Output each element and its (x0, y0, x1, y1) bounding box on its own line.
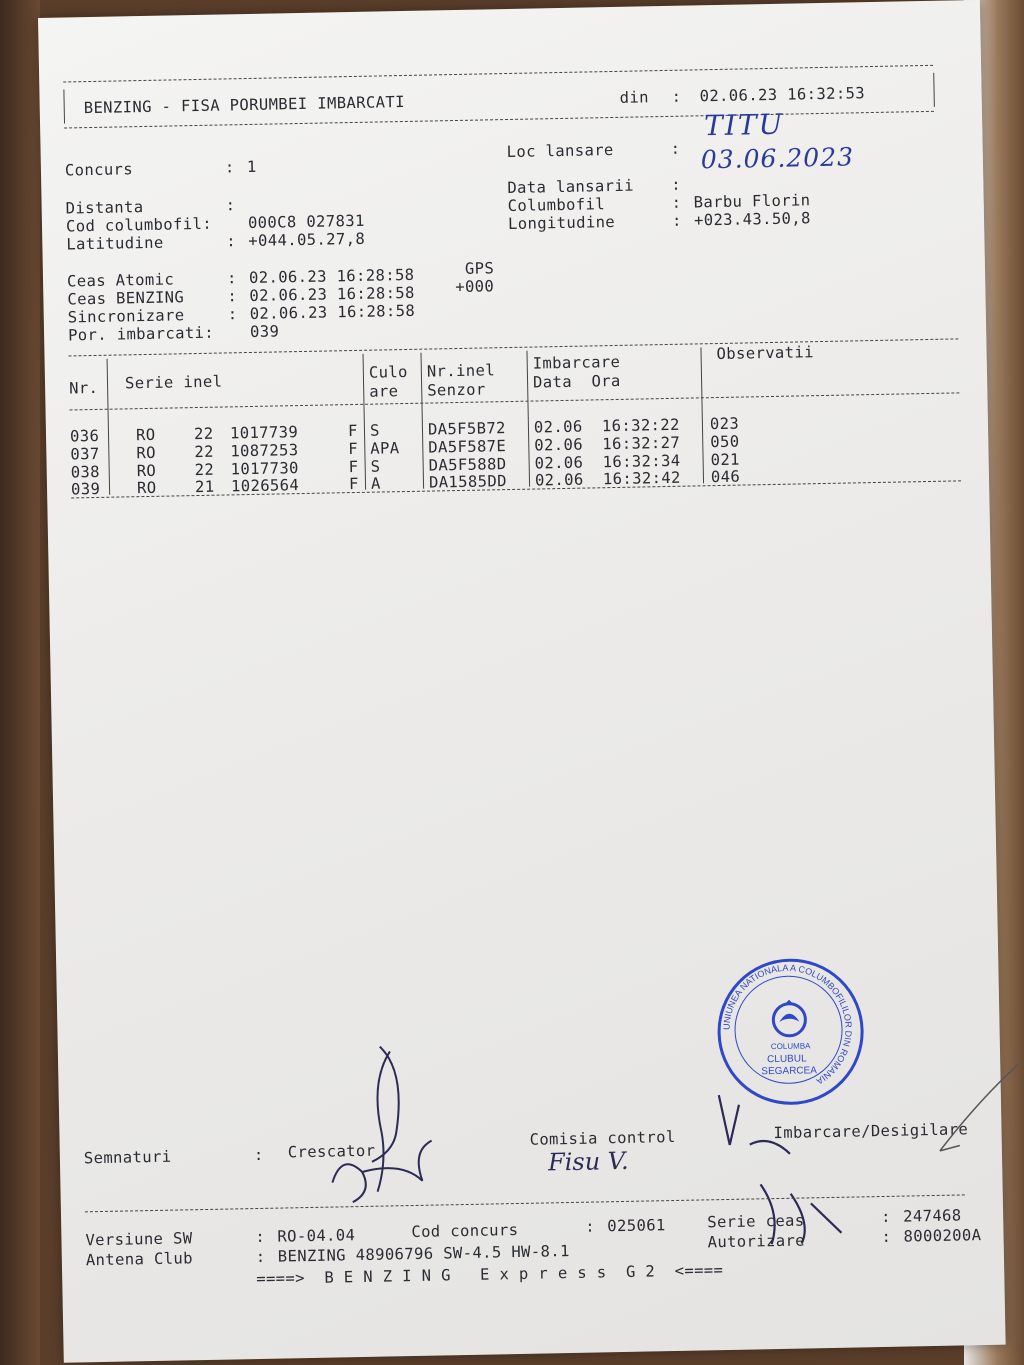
comisia-handwritten-name: Fisu V. (547, 1146, 629, 1177)
row-time: 16:32:34 (602, 451, 681, 472)
concurs-value: 1 (246, 157, 257, 177)
row-observation: 046 (710, 467, 741, 487)
serie-ceas-value: 247468 (902, 1206, 962, 1226)
versiune-sw-sep: : (255, 1227, 266, 1247)
stamp-ring-text (716, 957, 859, 1100)
cod-columbofil-value: 000C8 027831 (247, 211, 365, 233)
row-sex: F (348, 474, 359, 494)
row-time: 16:32:42 (602, 468, 681, 489)
row-nr: 036 (69, 426, 100, 446)
sincronizare-label: Sincronizare (67, 306, 185, 327)
concurs-label: Concurs (64, 160, 134, 180)
row-ring-number: 1017730 (230, 459, 299, 479)
concurs-sep: : (224, 158, 235, 177)
row-nr: 039 (70, 479, 101, 499)
semnaturi-sep: : (253, 1145, 264, 1165)
row-sensor: DA5F587E (428, 437, 507, 457)
header-culoare-1: Culo (368, 362, 408, 382)
row-time: 16:32:22 (601, 415, 680, 436)
data-lansarii-label: Data lansarii (507, 176, 635, 198)
loc-lansare-handwritten: TITU (703, 107, 785, 143)
ceas-benzing-sep: : (227, 287, 238, 306)
row-sensor: DA5F5B72 (427, 419, 506, 439)
ceas-atomic-value: 02.06.23 16:28:58 (248, 265, 415, 287)
versiune-sw-label: Versiune SW (85, 1229, 193, 1250)
header-culoare-2: are (369, 382, 399, 401)
comisia-control-label: Comisia control (529, 1127, 676, 1149)
latitudine-value: +044.05.27,8 (248, 229, 366, 251)
row-country: RO (136, 478, 157, 498)
columbofil-label: Columbofil (507, 195, 606, 216)
stamp-club-line-1: CLUBUL (767, 1053, 807, 1066)
header-right-border (933, 73, 935, 107)
din-value: 02.06.23 16:32:53 (699, 84, 866, 106)
imbarcare-desigilare-label: Imbarcare/Desigilare (773, 1120, 969, 1143)
crescator-signature (320, 1040, 463, 1213)
distanta-label: Distanta (65, 198, 144, 218)
col-sep-2 (363, 354, 367, 490)
porumbei-imbarcati-value: 039 (249, 322, 280, 341)
row-sensor: DA5F588D (428, 455, 507, 475)
row-year: 22 (194, 442, 214, 462)
row-color: A (370, 474, 381, 493)
row-observation: 050 (710, 432, 740, 452)
distanta-sep: : (225, 196, 236, 215)
row-date: 02.06 (534, 453, 584, 473)
longitudine-value: +023.43.50,8 (693, 209, 811, 230)
header-left-border (63, 90, 65, 124)
row-color: APA (370, 439, 400, 458)
background-left (0, 0, 40, 1365)
row-year: 22 (194, 460, 215, 480)
row-year: 21 (194, 477, 215, 497)
row-ring-number: 1087253 (230, 441, 299, 461)
row-ring-number: 1017739 (229, 423, 299, 443)
imbarcare-signature (898, 1059, 1024, 1162)
row-nr: 038 (70, 462, 101, 482)
header-nrinel-2: Senzor (427, 380, 486, 400)
din-separator: : (671, 87, 682, 106)
ceas-atomic-source: GPS (464, 259, 495, 278)
header-observatii: Observatii (716, 343, 815, 364)
row-sex: F (348, 457, 359, 477)
cod-concurs-label: Cod concurs (411, 1221, 519, 1242)
antena-club-value: BENZING 48906796 SW-4.5 HW-8.1 (277, 1242, 570, 1266)
header-nrinel-1: Nr.inel (426, 361, 496, 381)
benzing-express-banner: ====> B E N Z I N G E x p r e s s G 2 <==== (256, 1261, 724, 1289)
latitudine-sep: : (226, 232, 237, 251)
antena-club-label: Antena Club (85, 1249, 194, 1270)
ceas-atomic-sep: : (226, 269, 237, 288)
semnaturi-label: Semnaturi (83, 1147, 172, 1168)
serie-ceas-label: Serie ceas (707, 1211, 805, 1232)
cod-columbofil-label: Cod columbofil: (65, 214, 213, 236)
row-country: RO (135, 425, 156, 445)
serie-ceas-sep: : (881, 1207, 892, 1227)
autorizare-sep: : (881, 1227, 892, 1247)
row-color: S (369, 421, 380, 440)
columbofil-value: Barbu Florin (693, 191, 811, 212)
document-sheet (38, 0, 1006, 1363)
row-date: 02.06 (534, 435, 584, 455)
cod-concurs-value: 025061 (607, 1216, 666, 1236)
row-color: S (370, 457, 381, 476)
din-label: din (619, 88, 650, 107)
data-lansarii-handwritten: 03.06.2023 (700, 142, 855, 175)
antena-club-sep: : (255, 1247, 266, 1267)
row-nr: 037 (70, 444, 100, 464)
longitudine-sep: : (671, 211, 682, 230)
sincronizare-sep: : (227, 305, 238, 324)
col-sep-5 (700, 347, 704, 483)
data-lansarii-sep: : (671, 175, 682, 194)
row-sex: F (348, 439, 359, 459)
header-imbarcare-1: Imbarcare (532, 352, 621, 373)
ceas-atomic-label: Ceas Atomic (66, 270, 175, 291)
svg-text:UNIUNEA NATIONALA A COLUMBOFIL (720, 961, 855, 1088)
row-observation: 023 (709, 414, 740, 434)
header-nr: Nr. (68, 378, 99, 398)
header-imbarcare-2: Data Ora (532, 371, 621, 392)
stamp-club-line-2: SEGARCEA (761, 1065, 818, 1078)
col-sep-3 (420, 353, 424, 489)
table-header-rule (70, 392, 960, 410)
row-date: 02.06 (534, 470, 584, 490)
stamp-logo-text: COLUMBA (770, 1041, 811, 1052)
document-title: BENZING - FISA PORUMBEI IMBARCATI (83, 92, 406, 118)
autorizare-label: Autorizare (707, 1231, 806, 1252)
col-sep-4 (526, 351, 530, 487)
latitudine-label: Latitudine (66, 233, 164, 254)
header-top-rule (63, 65, 933, 83)
row-observation: 021 (710, 450, 740, 470)
cod-concurs-sep: : (585, 1217, 596, 1236)
col-sep-1 (107, 359, 111, 495)
autorizare-value: 8000200A (903, 1226, 982, 1246)
row-sensor: DA1585DD (428, 472, 508, 492)
versiune-sw-value: RO-04.04 (277, 1226, 356, 1246)
crescator-label: Crescator (287, 1141, 376, 1162)
header-serie-inel: Serie inel (124, 372, 223, 393)
loc-lansare-sep: : (670, 139, 681, 158)
porumbei-imbarcati-label: Por. imbarcati: (67, 323, 215, 345)
row-sex: F (347, 421, 358, 441)
row-ring-number: 1026564 (230, 476, 300, 496)
loc-lansare-label: Loc lansare (506, 140, 614, 162)
longitudine-label: Longitudine (507, 212, 616, 234)
columbofil-sep: : (671, 193, 682, 212)
sincronizare-value: 02.06.23 16:28:58 (249, 301, 416, 323)
row-country: RO (136, 443, 157, 463)
row-year: 22 (193, 424, 214, 444)
stamp-outer-text: UNIUNEA NATIONALA A COLUMBOFILILOR DIN ROMANIA (721, 962, 854, 1087)
row-time: 16:32:27 (602, 433, 681, 454)
ceas-benzing-label: Ceas BENZING (67, 288, 185, 309)
ceas-benzing-value: 02.06.23 16:28:58 (249, 283, 415, 305)
ceas-benzing-offset: +000 (455, 277, 495, 297)
row-date: 02.06 (533, 417, 583, 437)
row-country: RO (136, 461, 157, 481)
